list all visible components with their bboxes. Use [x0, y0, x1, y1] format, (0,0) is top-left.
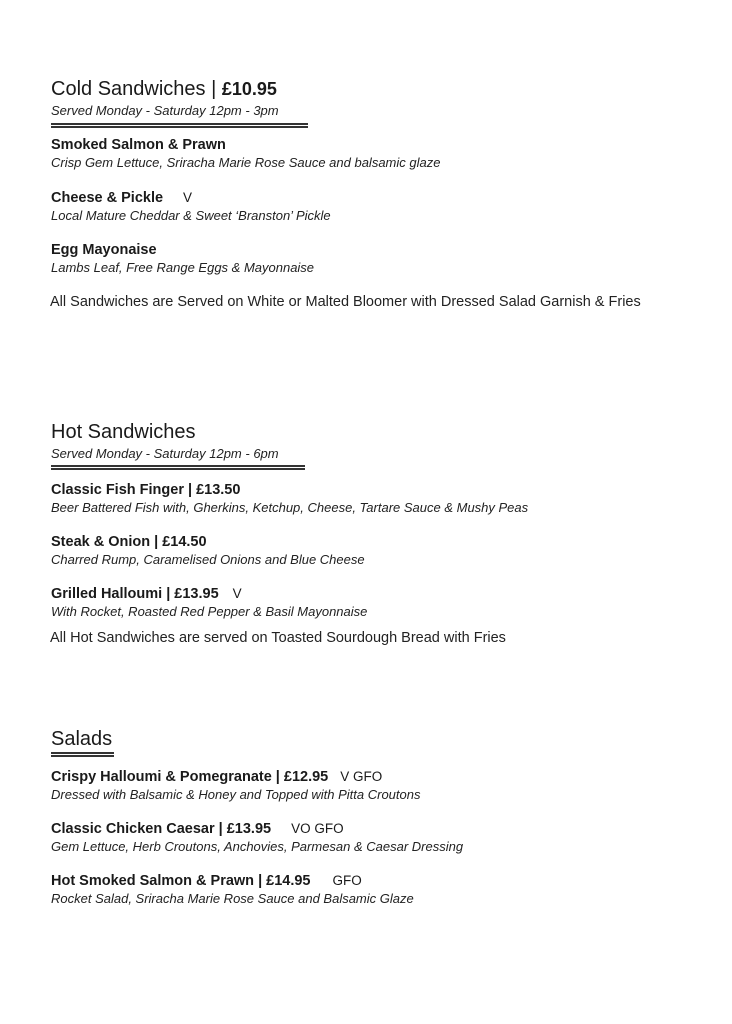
cold-price: £10.95 — [221, 79, 277, 99]
salad-item-name-text: Classic Chicken Caesar | £13.95 — [51, 821, 272, 837]
salads-title: Salads — [51, 728, 113, 750]
dietary-tag: V — [232, 586, 242, 601]
cold-item-desc: Crisp Gem Lettuce, Sriracha Marie Rose Sauce and balsamic glaze — [51, 155, 441, 170]
hot-served-hours: Served Monday - Saturday 12pm - 6pm — [51, 446, 279, 461]
hot-item-desc: Charred Rump, Caramelised Onions and Blue Cheese — [51, 552, 365, 567]
cold-sandwiches-title — [51, 78, 277, 101]
cold-item-name: Egg Mayonaise — [51, 242, 157, 258]
cold-sandwiches-note: All Sandwiches are Served on White or Malted Bloomer with Dressed Salad Garnish & Fries — [50, 294, 641, 310]
hot-sandwiches-title: Hot Sandwiches — [51, 421, 196, 443]
hot-sandwiches-note: All Hot Sandwiches are served on Toasted Sourdough Bread with Fries — [50, 630, 506, 646]
dietary-tag: V GFO — [340, 769, 383, 784]
cold-item-name-text: Cheese & Pickle — [51, 190, 164, 206]
dietary-tag: V — [183, 190, 193, 205]
hot-item-name-text: Grilled Halloumi | £13.95 — [51, 586, 219, 602]
salad-item-desc: Gem Lettuce, Herb Croutons, Anchovies, Parmesan & Caesar Dressing — [51, 839, 464, 854]
hot-item-name: Classic Fish Finger | £13.50 — [51, 482, 241, 498]
cold-item-name: Smoked Salmon & Prawn — [51, 137, 226, 153]
hot-item-name — [51, 586, 242, 602]
cold-item-desc: Lambs Leaf, Free Range Eggs & Mayonnaise — [51, 260, 315, 275]
hot-section-divider — [51, 465, 305, 470]
cold-item-desc: Local Mature Cheddar & Sweet ‘Branston’ Pickle — [51, 208, 331, 223]
dietary-tag: GFO — [332, 873, 362, 888]
hot-item-desc: Beer Battered Fish with, Gherkins, Ketchup, Cheese, Tartare Sauce & Mushy Peas — [51, 500, 529, 515]
hot-item-name: Steak & Onion | £14.50 — [51, 534, 207, 550]
salad-item-name — [51, 769, 382, 785]
cold-section-divider — [51, 123, 308, 128]
salad-item-desc: Rocket Salad, Sriracha Marie Rose Sauce and Balsamic Glaze — [51, 891, 414, 906]
cold-served-hours: Served Monday - Saturday 12pm - 3pm — [51, 103, 279, 118]
salad-item-name — [51, 821, 344, 837]
dietary-tag: VO GFO — [291, 821, 344, 836]
salad-item-name — [51, 873, 362, 889]
salad-item-name-text: Hot Smoked Salmon & Prawn | £14.95 — [51, 873, 311, 889]
cold-title-text: Cold Sandwiches | — [51, 78, 222, 100]
hot-item-desc: With Rocket, Roasted Red Pepper & Basil Mayonnaise — [51, 604, 368, 619]
salads-section-divider — [51, 752, 114, 757]
cold-item-name — [51, 190, 192, 206]
salad-item-name-text: Crispy Halloumi & Pomegranate | £12.95 — [51, 769, 329, 785]
salad-item-desc: Dressed with Balsamic & Honey and Topped with Pitta Croutons — [51, 787, 421, 802]
